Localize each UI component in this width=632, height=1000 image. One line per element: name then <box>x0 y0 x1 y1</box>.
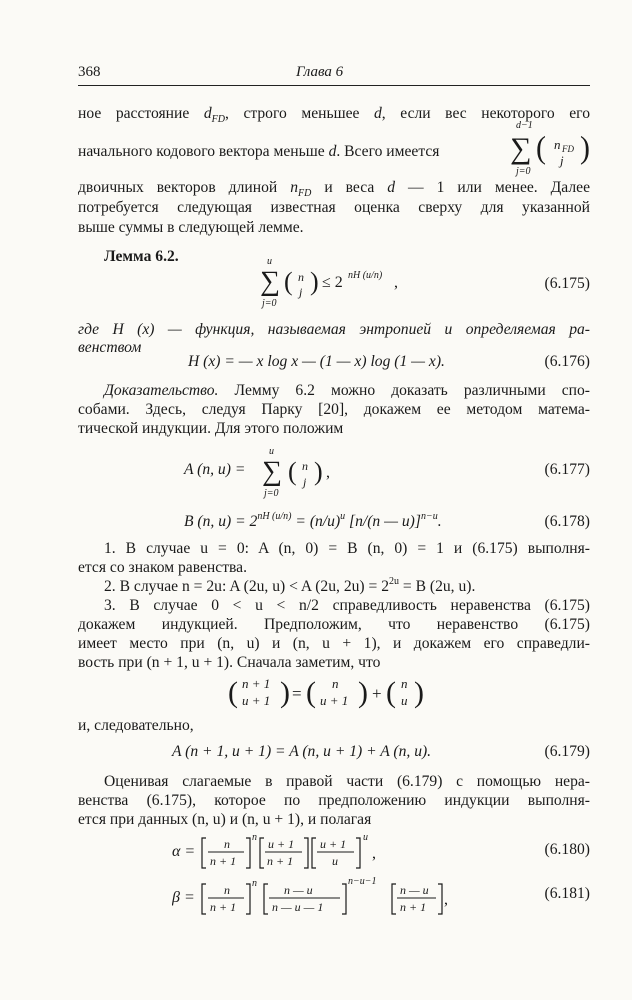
equation-6-176: H (x) = — x log x — (1 — x) log (1 — x). <box>188 353 445 370</box>
svg-text:n: n <box>302 459 308 473</box>
binom-top-sub: FD <box>562 144 574 154</box>
svg-text:u: u <box>363 832 368 843</box>
svg-text:≤ 2: ≤ 2 <box>322 274 343 291</box>
text-line: начального кодового вектора меньше d. Всего имеется <box>78 143 440 160</box>
text-line: вость при (n + 1, u + 1). Сначала заметим, что <box>78 654 381 671</box>
equation-6-177 <box>258 442 348 500</box>
svg-text:n + 1: n + 1 <box>267 854 294 868</box>
svg-text:=: = <box>292 684 302 703</box>
eq177-lhs: A (n, u) = <box>184 461 246 478</box>
svg-text:u: u <box>269 446 274 457</box>
svg-text:n + 1: n + 1 <box>210 900 237 914</box>
text-line: и, следовательно, <box>78 717 194 734</box>
eq-number: (6.176) <box>544 353 590 370</box>
binom-bottom: j <box>560 153 564 168</box>
eq-number: (6.177) <box>544 461 590 478</box>
svg-text:n−u−1: n−u−1 <box>348 876 377 887</box>
svg-text:∑: ∑ <box>262 456 282 487</box>
page-number: 368 <box>78 64 101 80</box>
svg-text:(: ( <box>284 267 293 296</box>
binom-top: n <box>554 137 561 152</box>
svg-text:u: u <box>332 854 338 868</box>
equation-6-181 <box>172 872 492 922</box>
svg-text:(: ( <box>288 457 297 486</box>
svg-text:u + 1: u + 1 <box>320 693 349 708</box>
svg-text:n: n <box>252 878 257 889</box>
svg-text:n + 1: n + 1 <box>210 854 237 868</box>
text-line: 2. В случае n = 2u: A (2u, u) < A (2u, $2u) = 2^{2u} = B$ (2u, u). <box>104 576 476 595</box>
text-line: ное расстояние $d_{FD}$, строго меньшее d, если вес некоторого его <box>78 105 590 126</box>
eq-number: (6.181) <box>544 885 590 902</box>
text-line: выше суммы в следующей лемме. <box>78 219 304 236</box>
text-line: докажем индукцией. Предположим, что неравенство (6.175) <box>78 616 590 633</box>
svg-text:nH (u/n): nH (u/n) <box>348 270 383 281</box>
svg-text:n: n <box>224 837 230 851</box>
svg-text:n + 1: n + 1 <box>400 900 427 914</box>
svg-text:α =: α = <box>172 843 196 860</box>
text-line: собами. Здесь, следуя Парку [20], докажем ее методом матема- <box>78 401 590 418</box>
svg-text:(: ( <box>306 676 316 709</box>
text-line: ется при данных (n, u) и (n, u + 1), и полагая <box>78 811 372 828</box>
svg-text:n: n <box>401 676 408 691</box>
svg-text:β =: β = <box>172 889 195 906</box>
svg-text:n + 1: n + 1 <box>242 676 271 691</box>
svg-text:j: j <box>299 285 303 299</box>
svg-text:): ) <box>314 457 323 486</box>
text-line: Оценивая слагаемые в правой части (6.179) с помощью нера- <box>104 773 590 790</box>
paren-right: ) <box>580 130 590 166</box>
svg-text:n: n <box>252 832 257 843</box>
svg-text:j: j <box>303 475 307 489</box>
svg-text:): ) <box>310 267 319 296</box>
svg-text:+: + <box>372 684 382 703</box>
equation-6-179: A (n + 1, u + 1) = A (n, u + 1) + A (n, u). <box>172 743 432 760</box>
text-line: Доказательство. Лемму 6.2 можно доказать различными спо- <box>104 382 590 399</box>
svg-text:): ) <box>358 676 368 709</box>
svg-text:,: , <box>372 845 376 862</box>
text-line: венства (6.175), которое по предположению индукции выполня- <box>78 792 590 809</box>
text-line: двоичных векторов длиной $n_{FD}$ и веса d — 1 или менее. Далее <box>78 179 590 200</box>
text-line: потребуется следующая известная оценка сверху для указанной <box>78 199 590 216</box>
svg-text:u: u <box>401 693 408 708</box>
svg-text:n — u: n — u <box>400 883 429 897</box>
svg-text:): ) <box>280 676 290 709</box>
equation-6-180 <box>172 828 432 876</box>
eq-number: (6.179) <box>544 743 590 760</box>
svg-text:u + 1: u + 1 <box>242 693 271 708</box>
eq-number: (6.178) <box>544 513 590 530</box>
svg-text:n: n <box>224 883 230 897</box>
equation-6-175 <box>256 254 416 310</box>
text-line: 3. В случае 0 < u < n/2 справедливость неравенства (6.175) <box>104 597 590 614</box>
svg-text:n: n <box>298 270 304 284</box>
text-line: 1. В случае u = 0: A (n, 0) = B (n, 0) = 1 и (6.175) выполня- <box>104 540 590 557</box>
lemma-title: Лемма 6.2. <box>104 248 179 265</box>
sum-binomial-fd <box>504 118 596 180</box>
svg-text:u + 1: u + 1 <box>268 837 295 851</box>
sum-lower-limit: j=0 <box>516 166 531 177</box>
svg-text:n — u — 1: n — u — 1 <box>272 900 324 914</box>
svg-text:(: ( <box>228 676 238 709</box>
header-rule <box>78 85 590 86</box>
svg-text:,: , <box>394 274 398 291</box>
svg-text:): ) <box>414 676 424 709</box>
eq-number: (6.180) <box>544 841 590 858</box>
pascal-identity <box>228 668 448 716</box>
svg-text:∑: ∑ <box>260 266 280 297</box>
svg-text:(: ( <box>386 676 396 709</box>
text-line: венством <box>78 339 142 356</box>
text-line: где H (x) — функция, называемая энтропией и определяемая ра- <box>78 321 590 338</box>
equation-6-178: B (n, $u) = 2^{nH (u/n)} = (n/u)^u$ [n/(n — u)]$^{n-u}$. <box>184 511 442 530</box>
text-line: ется со знаком равенства. <box>78 559 247 576</box>
svg-text:n: n <box>332 676 339 691</box>
sum-upper-limit: d−1 <box>516 120 533 131</box>
svg-text:u: u <box>267 256 272 267</box>
svg-text:j=0: j=0 <box>264 488 279 499</box>
text-line: тической индукции. Для этого положим <box>78 420 344 437</box>
eq-number: (6.175) <box>544 275 590 292</box>
svg-text:,: , <box>326 464 330 481</box>
text-line: имеет место при (n, u) и (n, u + 1), и докажем его справедли- <box>78 635 590 652</box>
paren-left: ( <box>536 130 546 166</box>
sum-sign: ∑ <box>510 132 532 165</box>
svg-text:j=0: j=0 <box>262 298 277 309</box>
svg-text:,: , <box>444 891 448 908</box>
svg-text:u + 1: u + 1 <box>320 837 347 851</box>
chapter-title: Глава 6 <box>296 64 344 80</box>
svg-text:n — u: n — u <box>284 883 313 897</box>
